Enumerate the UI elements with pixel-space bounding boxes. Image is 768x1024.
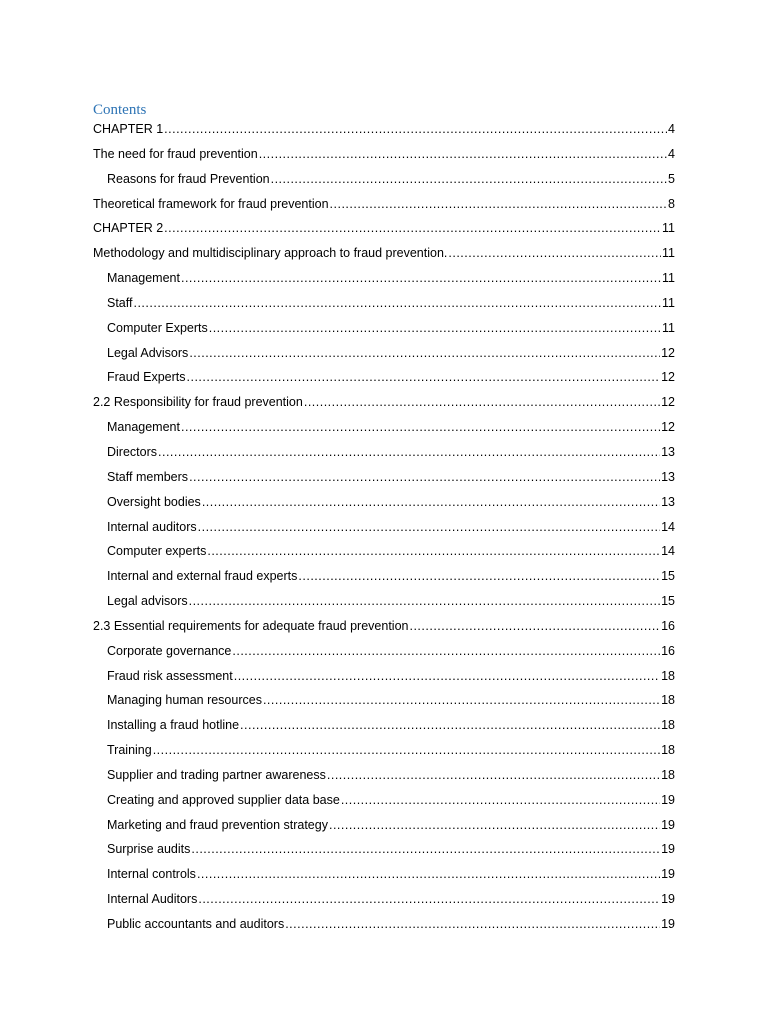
toc-dot-leader [285, 914, 660, 934]
toc-entry[interactable] [93, 914, 675, 939]
toc-entry[interactable] [93, 740, 675, 765]
toc-page-number: 18 [661, 693, 675, 708]
toc-entry[interactable] [93, 864, 675, 889]
toc-entry[interactable] [93, 243, 675, 268]
toc-dot-leader [327, 765, 660, 785]
toc-dot-leader [409, 616, 660, 636]
toc-page-number: 11 [662, 271, 675, 286]
toc-entry[interactable] [93, 169, 675, 194]
toc-page-number: 12 [661, 345, 675, 360]
toc-dot-leader [191, 839, 660, 859]
toc-entry-label: Installing a fraud hotline [107, 718, 240, 733]
toc-entry[interactable] [93, 492, 675, 517]
toc-entry-label: Theoretical framework for fraud prevention [93, 196, 329, 211]
toc-entry-label: Methodology and multidisciplinary approach to fraud prevention. [93, 246, 448, 261]
toc-entry[interactable] [93, 442, 675, 467]
toc-dot-leader [329, 815, 660, 835]
toc-page-number: 11 [662, 295, 675, 310]
toc-page-number: 15 [661, 569, 675, 584]
toc-entry[interactable] [93, 839, 675, 864]
toc-page-number: 8 [668, 196, 675, 211]
toc-page-number: 12 [661, 420, 675, 435]
toc-entry[interactable] [93, 417, 675, 442]
toc-dot-leader [189, 467, 660, 487]
toc-entry[interactable] [93, 541, 675, 566]
toc-entry-label: Surprise audits [107, 842, 191, 857]
toc-page-number: 16 [661, 618, 675, 633]
toc-entry[interactable] [93, 690, 675, 715]
toc-dot-leader [189, 343, 660, 363]
toc-entry-label: 2.2 Responsibility for fraud prevention [93, 395, 303, 410]
toc-entry[interactable] [93, 343, 675, 368]
toc-dot-leader [263, 690, 660, 710]
toc-entry-label: Managing human resources [107, 693, 262, 708]
toc-entry-label: Legal Advisors [107, 345, 189, 360]
toc-dot-leader [232, 641, 660, 661]
toc-dot-leader [259, 144, 667, 164]
toc-page-number: 19 [661, 867, 675, 882]
toc-dot-leader [240, 715, 660, 735]
toc-entry-label: Fraud risk assessment [107, 668, 233, 683]
toc-heading: Contents [93, 102, 147, 118]
toc-page-number: 12 [661, 370, 675, 385]
toc-page-number: 19 [661, 792, 675, 807]
toc-entry[interactable] [93, 591, 675, 616]
toc-dot-leader [164, 218, 661, 238]
toc-entry-label: Directors [107, 444, 158, 459]
toc-page-number: 14 [661, 544, 675, 559]
toc-entry[interactable] [93, 715, 675, 740]
toc-page-number: 5 [668, 171, 675, 186]
toc-page-number: 13 [661, 469, 675, 484]
toc-entry-label: Management [107, 271, 180, 286]
toc-entry[interactable] [93, 119, 675, 144]
toc-dot-leader [234, 666, 660, 686]
toc-page-number: 12 [661, 395, 675, 410]
toc-page-number: 4 [668, 122, 675, 136]
toc-entry-label: Corporate governance [107, 643, 232, 658]
table-of-contents [93, 119, 675, 939]
toc-entry[interactable] [93, 194, 675, 219]
toc-dot-leader [198, 517, 660, 537]
toc-entry[interactable] [93, 218, 675, 243]
toc-entry-label: Creating and approved supplier data base [107, 792, 340, 807]
toc-entry-label: Internal auditors [107, 519, 197, 534]
toc-entry-label: Management [107, 420, 180, 435]
toc-dot-leader [304, 392, 660, 412]
toc-dot-leader [181, 417, 660, 437]
toc-entry[interactable] [93, 467, 675, 492]
toc-dot-leader [181, 268, 661, 288]
toc-entry-label: Internal and external fraud experts [107, 569, 298, 584]
toc-page-number: 11 [662, 246, 675, 261]
toc-entry-label: Staff [107, 295, 133, 310]
toc-page-number: 13 [661, 494, 675, 509]
toc-entry-label: Public accountants and auditors [107, 917, 285, 931]
toc-dot-leader [207, 541, 660, 561]
toc-entry[interactable] [93, 268, 675, 293]
toc-entry-label: Legal advisors [107, 594, 188, 609]
toc-dot-leader [197, 864, 660, 884]
toc-entry[interactable] [93, 666, 675, 691]
toc-entry[interactable] [93, 566, 675, 591]
toc-entry-label: Internal controls [107, 867, 196, 882]
toc-page-number: 19 [661, 917, 675, 931]
toc-dot-leader [187, 367, 661, 387]
toc-dot-leader [189, 591, 660, 611]
toc-dot-leader [153, 740, 660, 760]
toc-entry-label: Fraud Experts [107, 370, 186, 385]
toc-entry-label: Staff members [107, 469, 189, 484]
toc-dot-leader [330, 194, 668, 214]
toc-dot-leader [164, 119, 667, 139]
toc-page-number: 19 [661, 892, 675, 907]
toc-entry-label: CHAPTER 2 [93, 221, 164, 236]
toc-entry-label: Marketing and fraud prevention strategy [107, 817, 328, 832]
toc-page-number: 18 [661, 743, 675, 758]
toc-page-number: 14 [661, 519, 675, 534]
toc-page-number: 4 [668, 146, 675, 161]
toc-entry[interactable] [93, 641, 675, 666]
toc-dot-leader [133, 293, 661, 313]
toc-page-number: 11 [662, 320, 675, 335]
toc-entry[interactable] [93, 517, 675, 542]
toc-entry-label: Training [107, 743, 152, 758]
toc-entry-label: Computer Experts [107, 320, 208, 335]
toc-dot-leader [198, 889, 660, 909]
toc-page-number: 19 [661, 842, 675, 857]
toc-entry[interactable] [93, 367, 675, 392]
toc-entry-label: Computer experts [107, 544, 207, 559]
toc-entry-label: Reasons for fraud Prevention [107, 171, 270, 186]
toc-page-number: 18 [661, 668, 675, 683]
toc-dot-leader [298, 566, 660, 586]
toc-page-number: 15 [661, 594, 675, 609]
toc-entry[interactable] [93, 318, 675, 343]
toc-entry[interactable] [93, 616, 675, 641]
toc-entry-label: The need for fraud prevention [93, 146, 258, 161]
toc-page-number: 13 [661, 444, 675, 459]
toc-entry[interactable] [93, 790, 675, 815]
toc-dot-leader [448, 243, 661, 263]
toc-entry-label: Oversight bodies [107, 494, 201, 509]
toc-entry-label: Supplier and trading partner awareness [107, 767, 326, 782]
toc-page-number: 19 [661, 817, 675, 832]
toc-dot-leader [209, 318, 661, 338]
toc-page-number: 18 [661, 718, 675, 733]
toc-entry[interactable] [93, 889, 675, 914]
toc-dot-leader [202, 492, 660, 512]
toc-dot-leader [158, 442, 660, 462]
toc-page-number: 11 [662, 221, 675, 236]
toc-page-number: 16 [661, 643, 675, 658]
toc-entry[interactable] [93, 815, 675, 840]
toc-entry[interactable] [93, 144, 675, 169]
toc-dot-leader [271, 169, 667, 189]
toc-entry-label: Internal Auditors [107, 892, 198, 907]
toc-entry-label: CHAPTER 1 [93, 122, 164, 136]
toc-entry[interactable] [93, 392, 675, 417]
toc-page-number: 18 [661, 767, 675, 782]
toc-entry[interactable] [93, 293, 675, 318]
toc-entry-label: 2.3 Essential requirements for adequate fraud prevention [93, 618, 409, 633]
toc-dot-leader [341, 790, 660, 810]
toc-entry[interactable] [93, 765, 675, 790]
